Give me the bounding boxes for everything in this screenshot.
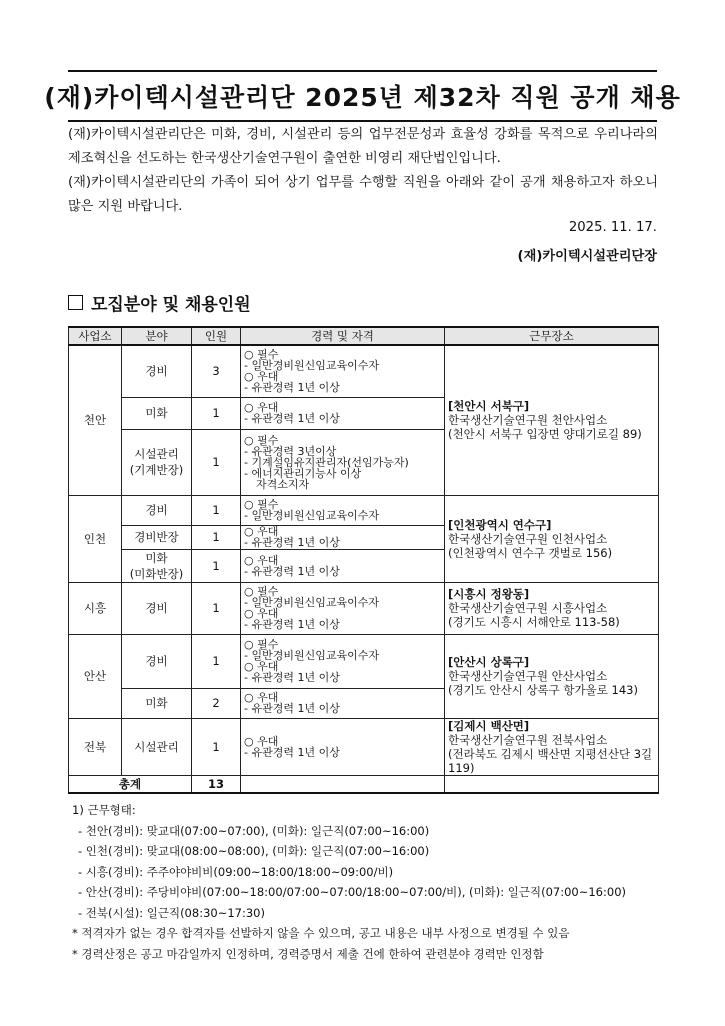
location-cell bbox=[445, 582, 659, 634]
req-line: ○ 우대 bbox=[244, 660, 279, 673]
location-heading: [인천광역시 연수구] bbox=[448, 517, 552, 532]
req-line: ○ 우대 bbox=[244, 525, 279, 538]
count-cell: 1 bbox=[192, 718, 241, 775]
req-line: 자격소지자 bbox=[256, 477, 310, 491]
field-cell: 경비 bbox=[122, 495, 192, 525]
req-line: ○ 필수 bbox=[244, 348, 279, 362]
notice-date: 2025. 11. 17. bbox=[568, 220, 657, 235]
header-field: 분야 bbox=[122, 327, 192, 345]
req-line: ○ 우대 bbox=[244, 734, 279, 748]
req-line: ○ 필수 bbox=[244, 638, 279, 651]
req-line: - 일반경비원신임교육이수자 bbox=[244, 359, 379, 373]
note-item: - 전북(시설): 일근직(08:30~17:30) bbox=[78, 905, 265, 920]
count-cell: 1 bbox=[192, 582, 241, 634]
count-cell: 2 bbox=[192, 688, 241, 718]
field-cell: 경비반장 bbox=[122, 525, 192, 549]
notes-heading: 1) 근무형태: bbox=[72, 803, 136, 817]
req-line: - 일반경비원신임교육이수자 bbox=[244, 649, 379, 662]
note-item: - 인천(경비): 맞교대(08:00~08:00), (미화): 일근직(07:00~16:00) bbox=[78, 844, 430, 858]
req-line: - 유관경력 1년 이상 bbox=[244, 381, 340, 395]
req-line: ○ 우대 bbox=[244, 691, 279, 704]
req-line: - 유관경력 1년 이상 bbox=[244, 671, 340, 684]
location-line: (인천광역시 연수구 갯벌로 156) bbox=[448, 545, 613, 560]
location-cell bbox=[445, 495, 659, 582]
requirements-cell bbox=[241, 718, 445, 775]
req-line: - 유관경력 1년 이상 bbox=[244, 618, 340, 631]
requirements-cell bbox=[241, 429, 445, 495]
intro-paragraph-1: (재)카이텍시설관리단은 미화, 경비, 시설관리 등의 업무전문성과 효율성 강화를 목적으로 우리나라의 제조혁신을 선도하는 한국생산기술연구원이 출연한 비영리 재단법인입니다. bbox=[68, 127, 658, 166]
req-line: - 유관경력 3년이상 bbox=[244, 444, 337, 458]
location-line: 한국생산기술연구원 시흥사업소 bbox=[448, 601, 608, 615]
req-line: - 유관경력 1년 이상 bbox=[244, 536, 340, 549]
field-name: 시설관리 bbox=[134, 447, 179, 461]
requirements-cell bbox=[241, 525, 445, 549]
req-line: ○ 필수 bbox=[244, 498, 279, 511]
section-title-text: 모집분야 및 채용인원 bbox=[91, 295, 251, 315]
site-cell: 천안 bbox=[69, 345, 122, 495]
note-star-1: * 적격자가 없는 경우 합격자를 선발하지 않을 수 있으며, 공고 내용은 내부 사정으로 변경될 수 있음 bbox=[72, 926, 570, 940]
location-heading: [천안시 서북구] bbox=[448, 399, 530, 414]
field-cell bbox=[122, 429, 192, 495]
field-cell: 경비 bbox=[122, 582, 192, 634]
requirements-cell bbox=[241, 345, 445, 397]
requirements-cell bbox=[241, 582, 445, 634]
req-line: - 유관경력 1년 이상 bbox=[244, 745, 340, 759]
location-cell bbox=[445, 718, 659, 775]
checkbox-square-icon bbox=[68, 295, 83, 310]
requirements-cell bbox=[241, 397, 445, 429]
total-empty-cell bbox=[445, 775, 659, 793]
field-cell: 경비 bbox=[122, 345, 192, 397]
table-header-row bbox=[69, 327, 659, 345]
total-row bbox=[69, 775, 659, 793]
req-line: - 기계설임유지관리자(선임가능자) bbox=[244, 455, 409, 469]
notice-title: (재)카이텍시설관리단 2025년 제32차 직원 공개 채용 bbox=[44, 83, 681, 112]
header-site: 사업소 bbox=[69, 327, 122, 345]
count-cell: 3 bbox=[192, 345, 241, 397]
location-cell bbox=[445, 634, 659, 718]
field-subname: (기계반장) bbox=[129, 463, 184, 477]
total-count: 13 bbox=[192, 775, 241, 793]
location-line: 한국생산기술연구원 인천사업소 bbox=[448, 531, 608, 546]
table-row bbox=[69, 495, 659, 525]
field-cell bbox=[122, 549, 192, 582]
site-cell: 시흥 bbox=[69, 582, 122, 634]
note-item: - 시흥(경비): 주주야야비비(09:00~18:00/18:00~09:00/비) bbox=[78, 864, 394, 879]
field-name: 미화 bbox=[145, 550, 168, 565]
note-star-2: * 경력산정은 공고 마감일까지 인정하며, 경력증명서 제출 건에 한하여 관련분야 경력만 인정함 bbox=[72, 946, 544, 961]
location-line: (천안시 서북구 입장면 양대기로길 89) bbox=[448, 427, 642, 442]
req-line: - 유관경력 1년 이상 bbox=[244, 564, 340, 578]
table-row bbox=[69, 582, 659, 634]
req-line: ○ 필수 bbox=[244, 433, 279, 447]
total-empty-cell bbox=[241, 775, 445, 793]
header-count: 인원 bbox=[192, 327, 241, 345]
requirements-cell bbox=[241, 634, 445, 688]
total-label: 총계 bbox=[69, 775, 192, 793]
field-cell: 시설관리 bbox=[122, 718, 192, 775]
req-line: - 에너지관리기능사 이상 bbox=[244, 466, 362, 480]
location-line: 한국생산기술연구원 전북사업소 bbox=[448, 732, 608, 747]
intro-paragraph-2: (재)카이텍시설관리단의 가족이 되어 상기 업무를 수행할 직원을 아래와 같이 공개 채용하고자 하오니 많은 지원 바랍니다. bbox=[68, 175, 658, 214]
req-line: ○ 우대 bbox=[244, 553, 279, 567]
req-line: - 유관경력 1년 이상 bbox=[244, 412, 340, 425]
notice-signer: (재)카이텍시설관리단장 bbox=[517, 249, 657, 264]
site-cell: 인천 bbox=[69, 495, 122, 582]
location-line: (전라북도 김제시 백산면 지평선산단 3길 119) bbox=[448, 746, 653, 775]
count-cell: 1 bbox=[192, 397, 241, 429]
table-row bbox=[69, 718, 659, 775]
req-line: - 일반경비원신임교육이수자 bbox=[244, 596, 379, 609]
req-line: ○ 우대 bbox=[244, 607, 279, 620]
requirements-cell bbox=[241, 495, 445, 525]
req-line: ○ 우대 bbox=[244, 370, 279, 384]
location-cell bbox=[445, 345, 659, 495]
location-line: (경기도 시흥시 서해안로 113-58) bbox=[448, 615, 620, 629]
header-location: 근무장소 bbox=[445, 327, 659, 345]
field-cell: 미화 bbox=[122, 397, 192, 429]
field-cell: 경비 bbox=[122, 634, 192, 688]
requirements-cell bbox=[241, 549, 445, 582]
table-row bbox=[69, 345, 659, 397]
note-item: - 안산(경비): 주당비야비(07:00~18:00/07:00~07:00/18:00~07:00/비), (미화): 일근직(07:00~16:00) bbox=[78, 885, 626, 899]
intro-text bbox=[68, 123, 658, 219]
requirements-cell bbox=[241, 688, 445, 718]
recruitment-table bbox=[68, 326, 659, 794]
field-subname: (미화반장) bbox=[129, 566, 184, 581]
section-title bbox=[68, 290, 251, 315]
location-line: 한국생산기술연구원 안산사업소 bbox=[448, 669, 608, 683]
site-cell: 안산 bbox=[69, 634, 122, 718]
notice-title-box bbox=[44, 70, 681, 122]
count-cell: 1 bbox=[192, 634, 241, 688]
location-heading: [시흥시 정왕동] bbox=[448, 587, 530, 601]
table-row bbox=[69, 634, 659, 688]
location-heading: [김제시 백산면] bbox=[448, 718, 530, 733]
notes-section bbox=[72, 800, 662, 964]
location-line: 한국생산기술연구원 천안사업소 bbox=[448, 413, 608, 428]
note-item: - 천안(경비): 맞교대(07:00~07:00), (미화): 일근직(07:00~16:00) bbox=[78, 823, 430, 838]
req-line: ○ 우대 bbox=[244, 401, 279, 414]
location-heading: [안산시 상록구] bbox=[448, 655, 530, 669]
req-line: ○ 필수 bbox=[244, 585, 279, 598]
count-cell: 1 bbox=[192, 549, 241, 582]
req-line: - 일반경비원신임교육이수자 bbox=[244, 509, 379, 522]
count-cell: 1 bbox=[192, 429, 241, 495]
location-line: (경기도 안산시 상록구 항가울로 143) bbox=[448, 683, 638, 697]
site-cell: 전북 bbox=[69, 718, 122, 775]
req-line: - 유관경력 1년 이상 bbox=[244, 702, 340, 715]
header-requirements: 경력 및 자격 bbox=[241, 327, 445, 345]
count-cell: 1 bbox=[192, 525, 241, 549]
count-cell: 1 bbox=[192, 495, 241, 525]
field-cell: 미화 bbox=[122, 688, 192, 718]
